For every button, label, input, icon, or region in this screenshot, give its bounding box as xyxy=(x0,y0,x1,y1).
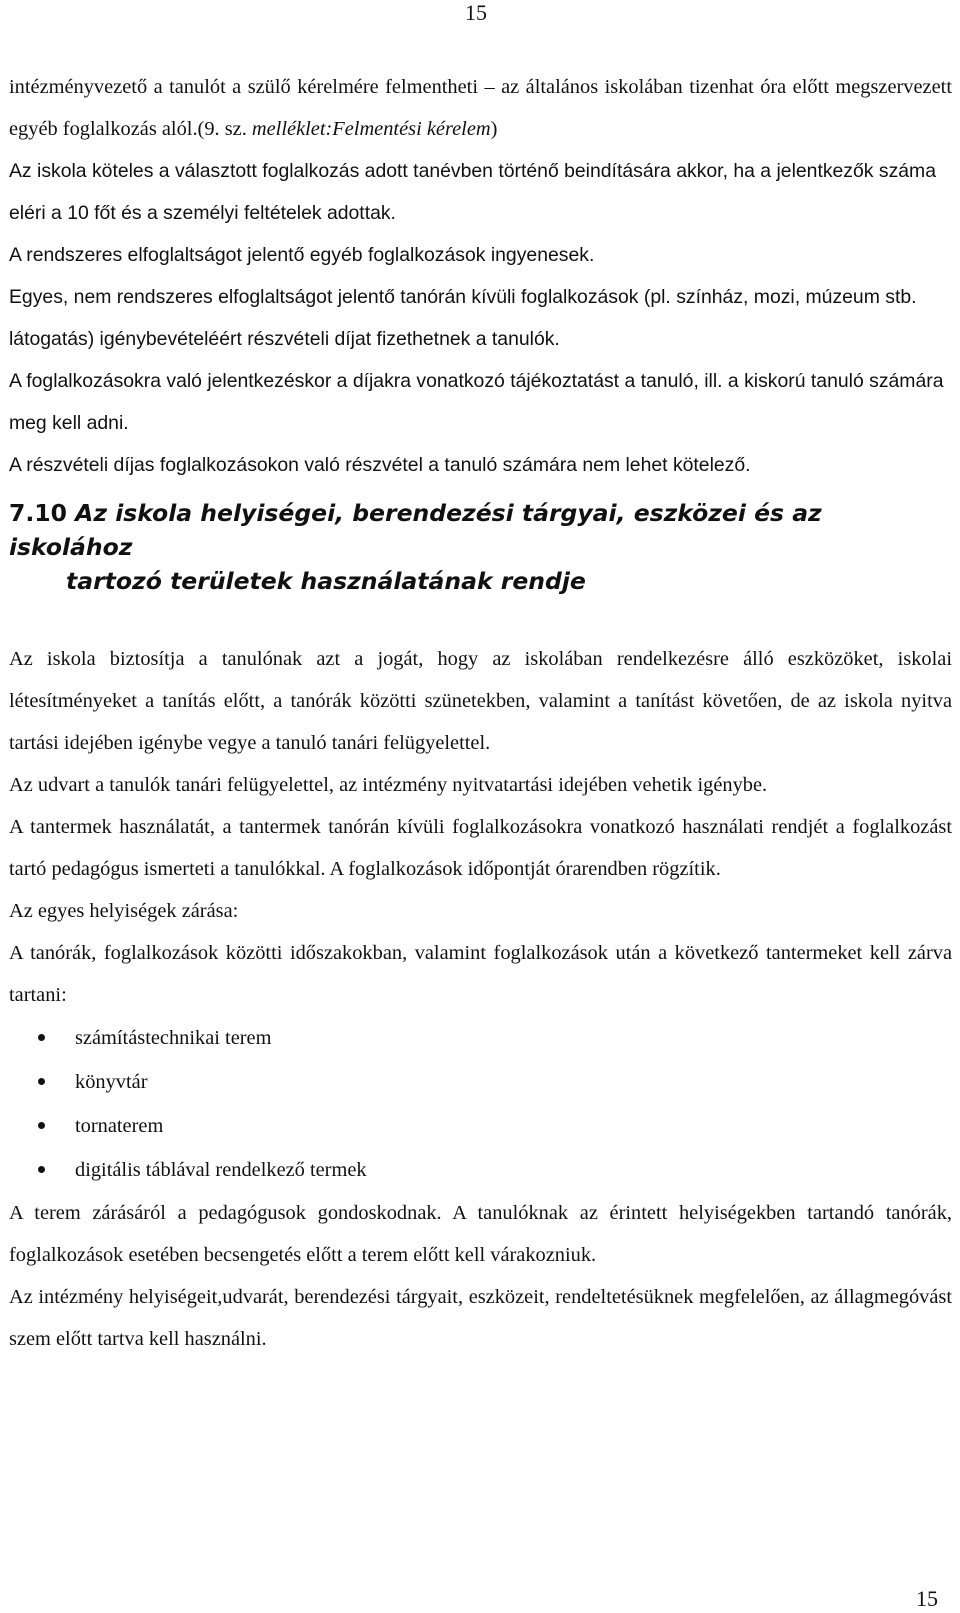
section-paragraph-closing-rooms: A tanórák, foglalkozások közötti időszakokban, valamint foglalkozások után a következő tantermeket kell zárva tartani: xyxy=(9,942,952,1006)
list-item: tornaterem xyxy=(9,1104,952,1148)
exemption-annex-reference: melléklet:Felmentési kérelem xyxy=(251,118,491,140)
section-paragraph-teachers: A terem zárásáról a pedagógusok gondoskodnak. A tanulóknak az érintett helyiségekben tartandó tanórák, foglalkozások esetében becsengetés előtt a terem előtt kell várakozniuk. xyxy=(9,1202,952,1266)
list-item: számítástechnikai terem xyxy=(9,1016,952,1060)
intro-paragraph-free: A rendszeres elfoglaltságot jelentő egyéb foglalkozások ingyenesek. xyxy=(9,244,595,266)
section-paragraph-yard: Az udvart a tanulók tanári felügyelettel, az intézmény nyitvatartási idejében vehetik igénybe. xyxy=(9,774,768,796)
intro-paragraph-exemption xyxy=(9,66,952,150)
page-number-bottom: 15 xyxy=(916,1586,938,1611)
locked-rooms-list xyxy=(9,1016,952,1192)
section-heading xyxy=(9,496,952,598)
intro-paragraph-launch: Az iskola köteles a választott foglalkozás adott tanévben történő beindítására akkor, ha a jelentkezők száma eléri a 10 főt és a személyi feltételek adottak. xyxy=(9,160,936,224)
section-title-line2: tartozó területek használatának rendje xyxy=(66,567,586,595)
intro-paragraph-fees: Egyes, nem rendszeres elfoglaltságot jelentő tanórán kívüli foglalkozások (pl. színház, mozi, múzeum stb. látogatás) igénybevételéért részvételi díjat fizethetnek a tanulók. xyxy=(9,286,917,350)
section-title-line1: Az iskola helyiségei, berendezési tárgyai, eszközei és az iskolához xyxy=(9,499,822,561)
page-content xyxy=(9,66,952,1360)
section-paragraph-equipment: Az iskola biztosítja a tanulónak azt a jogát, hogy az iskolában rendelkezésre álló eszközöket, iskolai létesítményeket a tanítás előtt, a tanórák közötti szünetekben, valamint a tanítást követően, de az iskola nyitva tartási idejében igénybe vegye a tanuló tanári felügyelettel. xyxy=(9,648,952,754)
section-paragraph-closing-title: Az egyes helyiségek zárása: xyxy=(9,900,239,922)
list-item: digitális táblával rendelkező termek xyxy=(9,1148,952,1192)
list-item: könyvtár xyxy=(9,1060,952,1104)
intro-paragraph-not-mandatory: A részvételi díjas foglalkozásokon való részvétel a tanuló számára nem lehet kötelező. xyxy=(9,454,751,476)
intro-paragraph-info: A foglalkozásokra való jelentkezéskor a díjakra vonatkozó tájékoztatást a tanuló, ill. a kiskorú tanuló számára meg kell adni. xyxy=(9,370,944,434)
page-number-top: 15 xyxy=(465,0,487,25)
section-paragraph-usage: Az intézmény helyiségeit,udvarát, berendezési tárgyait, eszközeit, rendeltetésüknek megfelelően, az állagmegóvást szem előtt tartva kell használni. xyxy=(9,1286,952,1350)
section-paragraph-classrooms: A tantermek használatát, a tantermek tanórán kívüli foglalkozásokra vonatkozó használati rendjét a foglalkozást tartó pedagógus ismerteti a tanulókkal. A foglalkozások időpontját órarendben rögzítik. xyxy=(9,816,952,880)
exemption-close-paren: ) xyxy=(490,118,498,140)
section-number: 7.10 xyxy=(9,499,67,527)
exemption-text: intézményvezető a tanulót a szülő kérelmére felmentheti – az általános iskolában tizenhat óra előtt megszervezett egyéb foglalkozás alól.(9. sz. xyxy=(9,76,952,140)
